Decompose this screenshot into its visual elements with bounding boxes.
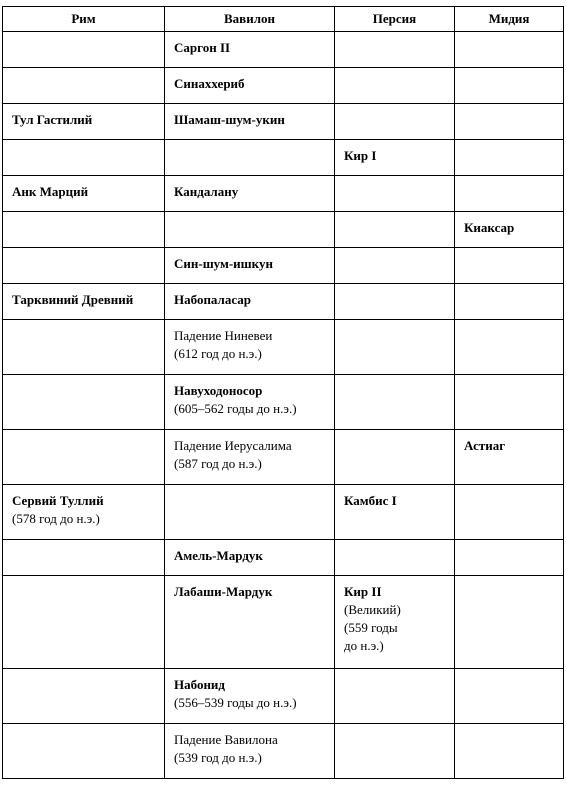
- cell-rome: [3, 669, 165, 724]
- cell-note: (605–562 годы до н.э.): [174, 401, 297, 416]
- header-row: [3, 7, 564, 32]
- cell-babylon: [165, 576, 335, 669]
- cell-babylon: [165, 248, 335, 284]
- cell-persia: [335, 724, 455, 779]
- cell-media: [455, 176, 564, 212]
- cell-note: (578 год до н.э.): [12, 511, 100, 526]
- cell-media: [455, 485, 564, 540]
- cell-name: Кир II: [344, 584, 382, 599]
- cell-note: (559 годы: [344, 620, 398, 635]
- table-row: [3, 212, 564, 248]
- cell-media: [455, 669, 564, 724]
- table-row: [3, 32, 564, 68]
- cell-name: Камбис I: [344, 493, 397, 508]
- table-row: [3, 104, 564, 140]
- cell-name: Анк Марций: [12, 184, 89, 199]
- cell-note: Падение Ниневеи: [174, 328, 273, 343]
- cell-note: Падение Вавилона: [174, 732, 278, 747]
- cell-media: [455, 104, 564, 140]
- cell-rome: [3, 176, 165, 212]
- cell-media: [455, 724, 564, 779]
- cell-rome: [3, 68, 165, 104]
- cell-name: Тул Гастилий: [12, 112, 93, 127]
- cell-rome: [3, 284, 165, 320]
- cell-note: (587 год до н.э.): [174, 456, 262, 471]
- table-row: [3, 576, 564, 669]
- cell-name: Саргон II: [174, 40, 231, 55]
- cell-name: Тарквиний Древний: [12, 292, 134, 307]
- cell-babylon: [165, 32, 335, 68]
- cell-media: [455, 212, 564, 248]
- header-media: Мидия: [455, 7, 564, 32]
- cell-persia: [335, 212, 455, 248]
- table-row: [3, 485, 564, 540]
- table-row: [3, 284, 564, 320]
- cell-babylon: [165, 212, 335, 248]
- cell-babylon: [165, 669, 335, 724]
- cell-persia: [335, 176, 455, 212]
- cell-name: Киаксар: [464, 220, 515, 235]
- cell-babylon: [165, 375, 335, 430]
- cell-persia: [335, 68, 455, 104]
- cell-babylon: [165, 320, 335, 375]
- cell-babylon: [165, 430, 335, 485]
- cell-persia: [335, 576, 455, 669]
- cell-media: [455, 32, 564, 68]
- cell-name: Астиаг: [464, 438, 506, 453]
- cell-note: до н.э.): [344, 638, 384, 653]
- cell-name: Лабаши-Мардук: [174, 584, 273, 599]
- cell-babylon: [165, 176, 335, 212]
- cell-media: [455, 576, 564, 669]
- cell-name: Кандалану: [174, 184, 239, 199]
- cell-name: Синаххериб: [174, 76, 245, 91]
- cell-name: Набонид: [174, 677, 225, 692]
- cell-persia: [335, 104, 455, 140]
- cell-babylon: [165, 724, 335, 779]
- header-persia: Персия: [335, 7, 455, 32]
- table-row: [3, 140, 564, 176]
- cell-rome: [3, 724, 165, 779]
- cell-media: [455, 375, 564, 430]
- cell-babylon: [165, 540, 335, 576]
- cell-name: Навуходоносор: [174, 383, 263, 398]
- cell-name: Набопаласар: [174, 292, 251, 307]
- table-row: [3, 320, 564, 375]
- cell-persia: [335, 32, 455, 68]
- cell-media: [455, 140, 564, 176]
- chronology-table: [2, 6, 564, 779]
- cell-rome: [3, 320, 165, 375]
- cell-note: (Великий): [344, 602, 401, 617]
- table-row: [3, 540, 564, 576]
- table-row: [3, 724, 564, 779]
- cell-babylon: [165, 68, 335, 104]
- table-row: [3, 176, 564, 212]
- cell-persia: [335, 375, 455, 430]
- table-row: [3, 669, 564, 724]
- cell-babylon: [165, 140, 335, 176]
- cell-rome: [3, 375, 165, 430]
- cell-media: [455, 540, 564, 576]
- cell-media: [455, 430, 564, 485]
- cell-rome: [3, 248, 165, 284]
- cell-persia: [335, 430, 455, 485]
- cell-name: Кир I: [344, 148, 377, 163]
- cell-babylon: [165, 104, 335, 140]
- table-body: [3, 32, 564, 779]
- cell-babylon: [165, 485, 335, 540]
- cell-rome: [3, 540, 165, 576]
- cell-rome: [3, 140, 165, 176]
- cell-rome: [3, 104, 165, 140]
- cell-name: Амель-Мардук: [174, 548, 263, 563]
- cell-rome: [3, 32, 165, 68]
- header-babylon: Вавилон: [165, 7, 335, 32]
- cell-media: [455, 320, 564, 375]
- cell-name: Син-шум-ишкун: [174, 256, 273, 271]
- cell-persia: [335, 485, 455, 540]
- cell-media: [455, 68, 564, 104]
- cell-persia: [335, 248, 455, 284]
- table-row: [3, 375, 564, 430]
- cell-persia: [335, 140, 455, 176]
- cell-rome: [3, 485, 165, 540]
- cell-persia: [335, 669, 455, 724]
- cell-rome: [3, 430, 165, 485]
- cell-rome: [3, 212, 165, 248]
- cell-note: (539 год до н.э.): [174, 750, 262, 765]
- cell-media: [455, 248, 564, 284]
- table-row: [3, 68, 564, 104]
- cell-persia: [335, 320, 455, 375]
- cell-persia: [335, 540, 455, 576]
- table-row: [3, 248, 564, 284]
- cell-note: (556–539 годы до н.э.): [174, 695, 297, 710]
- cell-name: Сервий Туллий: [12, 493, 104, 508]
- cell-name: Шамаш-шум-укин: [174, 112, 285, 127]
- cell-persia: [335, 284, 455, 320]
- cell-media: [455, 284, 564, 320]
- header-rome: Рим: [3, 7, 165, 32]
- table-row: [3, 430, 564, 485]
- cell-rome: [3, 576, 165, 669]
- cell-babylon: [165, 284, 335, 320]
- cell-note: (612 год до н.э.): [174, 346, 262, 361]
- cell-note: Падение Иерусалима: [174, 438, 292, 453]
